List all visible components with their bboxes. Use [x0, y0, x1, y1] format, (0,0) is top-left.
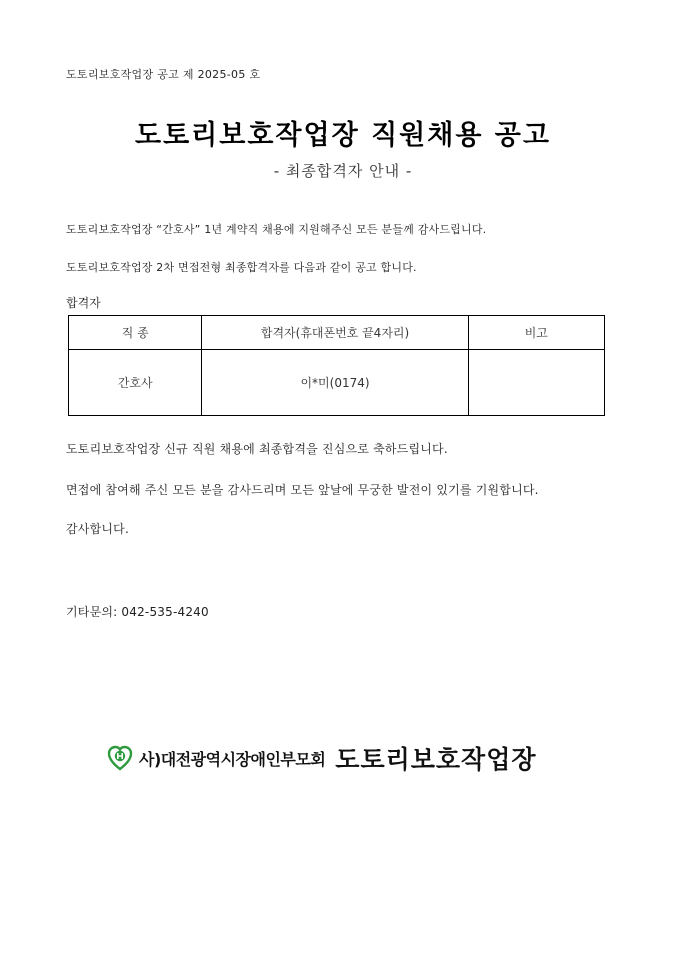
wishes-paragraph: 면접에 참여해 주신 모든 분을 감사드리며 모든 앞날에 무궁한 발전이 있기를 기원합니다.	[66, 483, 539, 497]
workshop-name: 도토리보호작업장	[335, 745, 537, 774]
table-row	[69, 350, 605, 416]
header-candidate: 합격자(휴대폰번호 끝4자리)	[202, 316, 468, 350]
organization-name: 사)대전광역시장애인부모회	[139, 749, 326, 769]
closing-thanks: 감사합니다.	[66, 522, 129, 536]
cell-candidate: 이*미(0174)	[202, 350, 468, 416]
table-header-row	[69, 316, 605, 350]
announce-paragraph: 도토리보호작업장 2차 면접전형 최종합격자를 다음과 같이 공고 합니다.	[66, 261, 417, 274]
contact-info: 기타문의: 042-535-4240	[66, 605, 209, 619]
section-label: 합격자	[66, 296, 101, 310]
results-table	[68, 315, 605, 416]
organization-logo-icon	[107, 745, 133, 771]
page-title: 도토리보호작업장 직원채용 공고	[135, 120, 551, 151]
page-subtitle: - 최종합격자 안내 -	[273, 162, 413, 180]
header-note: 비고	[468, 316, 604, 350]
congrats-paragraph: 도토리보호작업장 신규 직원 채용에 최종합격을 진심으로 축하드립니다.	[66, 442, 448, 456]
cell-note	[468, 350, 604, 416]
document-number: 도토리보호작업장 공고 제 2025-05 호	[66, 68, 261, 81]
organization-footer	[107, 740, 537, 776]
cell-job-type: 간호사	[69, 350, 202, 416]
thanks-paragraph: 도토리보호작업장 “간호사” 1년 계약직 채용에 지원해주신 모든 분들께 감사드립니다.	[66, 223, 487, 236]
header-job-type: 직 종	[69, 316, 202, 350]
